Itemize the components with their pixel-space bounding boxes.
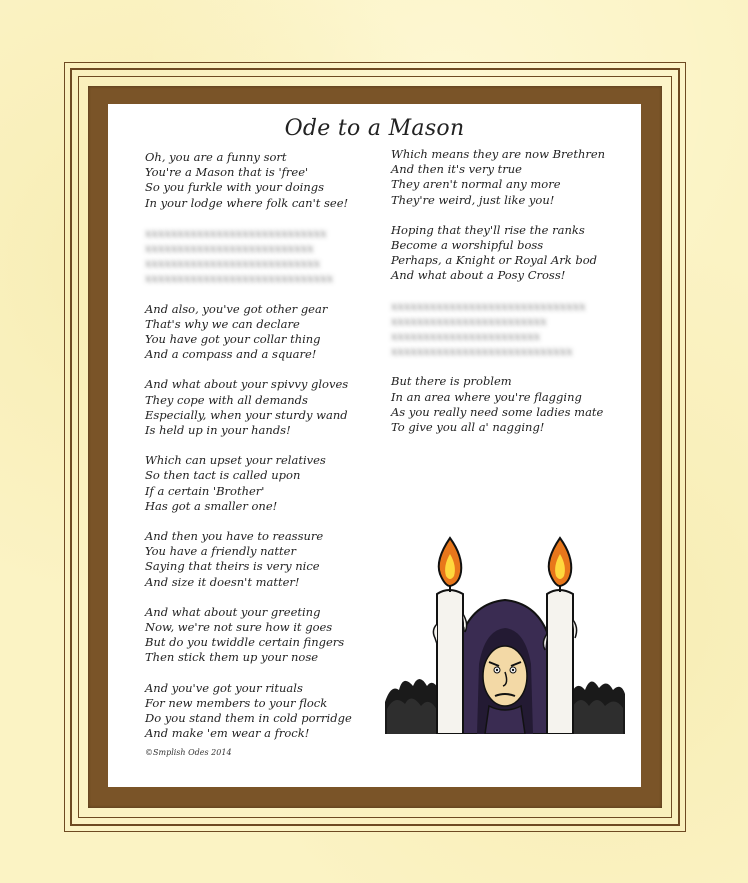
poem-line: Now, we're not sure how it goes (145, 620, 333, 635)
poem-line: That's why we can declare (145, 316, 300, 331)
poem-line: xxxxxxxxxxxxxxxxxxxxxxxxxxxxxx (391, 298, 586, 313)
poem-line: And what about your greeting (145, 604, 321, 619)
right-column (391, 147, 631, 450)
poem-line: xxxxxxxxxxxxxxxxxxxxxxxxxxxx (391, 344, 573, 359)
stanza (145, 681, 385, 742)
poem-line: And then it's very true (391, 162, 522, 177)
stanza (145, 453, 385, 514)
poem-line: To give you all a' nagging! (391, 420, 545, 435)
poem-line: You have a friendly natter (145, 544, 296, 559)
poem-line: And size it doesn't matter! (145, 574, 300, 589)
poem-line: They're weird, just like you! (391, 192, 555, 207)
poem-line: For new members to your flock (145, 695, 328, 710)
poem-line: If a certain 'Brother' (145, 483, 265, 498)
poem-line: xxxxxxxxxxxxxxxxxxxxxxxxxxxxx (145, 271, 334, 286)
poem-line: Which can upset your relatives (145, 453, 326, 468)
poem-line: You have got your collar thing (145, 332, 321, 347)
stanza (391, 147, 631, 208)
poem-line: Saying that theirs is very nice (145, 559, 320, 574)
poem-line: And what about a Posy Cross! (391, 268, 566, 283)
poem-line: Then stick them up your nose (145, 650, 319, 665)
stanza (145, 529, 385, 590)
poem-line: And a compass and a square! (145, 347, 317, 362)
poem-line: So you furkle with your doings (145, 180, 325, 195)
hooded-mason-between-candles-icon (385, 534, 625, 734)
poem-line: Perhaps, a Knight or Royal Ark bod (391, 253, 598, 268)
redacted-stanza (391, 299, 631, 360)
poem-paper (108, 104, 641, 787)
poem-line: Is held up in your hands! (145, 423, 291, 438)
poem-line: Do you stand them in cold porridge (145, 711, 352, 726)
poem-title: Ode to a Mason (284, 116, 465, 141)
redacted-stanza (145, 226, 385, 287)
left-candle-icon (433, 538, 466, 734)
poem-line: And also, you've got other gear (145, 301, 328, 316)
stanza (145, 302, 385, 363)
poem-line: They cope with all demands (145, 392, 308, 407)
poem-line: xxxxxxxxxxxxxxxxxxxxxxx (391, 329, 541, 344)
poem-line: Which means they are now Brethren (391, 147, 606, 161)
poem-line: And then you have to reassure (145, 529, 324, 544)
stanza (391, 374, 631, 435)
poem-line: xxxxxxxxxxxxxxxxxxxxxxxxxx (145, 241, 314, 256)
left-column (145, 150, 385, 757)
poem-line: Become a worshipful boss (391, 238, 544, 253)
poem-line: In an area where you're flagging (391, 389, 582, 404)
poem-line: But do you twiddle certain fingers (145, 635, 345, 650)
poem-line: xxxxxxxxxxxxxxxxxxxxxxxxxxx (145, 256, 321, 271)
stanza (145, 377, 385, 438)
stanza (391, 223, 631, 284)
poem-line: In your lodge where folk can't see! (145, 195, 349, 210)
poem-line: But there is problem (391, 374, 512, 389)
poem-line: Hoping that they'll rise the ranks (391, 222, 585, 237)
poem-line: xxxxxxxxxxxxxxxxxxxxxxxxxxxx (145, 225, 327, 240)
poem-line: Oh, you are a funny sort (145, 150, 287, 164)
poem-line: Especially, when your sturdy wand (145, 407, 348, 422)
poem-line: Has got a smaller one! (145, 498, 278, 513)
poem-line: So then tact is called upon (145, 468, 301, 483)
poem-line: You're a Mason that is 'free' (145, 165, 309, 180)
poem-line: And make 'em wear a frock! (145, 726, 310, 741)
poem-line: And what about your spivvy gloves (145, 377, 349, 392)
poem-line: And you've got your rituals (145, 680, 303, 695)
poem-line: As you really need some ladies mate (391, 404, 604, 419)
hooded-figure-icon (455, 600, 555, 734)
stanza (145, 150, 385, 211)
stanza (145, 605, 385, 666)
right-candle-icon (543, 538, 576, 734)
copyright-note: ©Smplish Odes 2014 (145, 748, 232, 757)
poem-line: xxxxxxxxxxxxxxxxxxxxxxxx (391, 313, 547, 328)
poem-line: They aren't normal any more (391, 177, 561, 192)
